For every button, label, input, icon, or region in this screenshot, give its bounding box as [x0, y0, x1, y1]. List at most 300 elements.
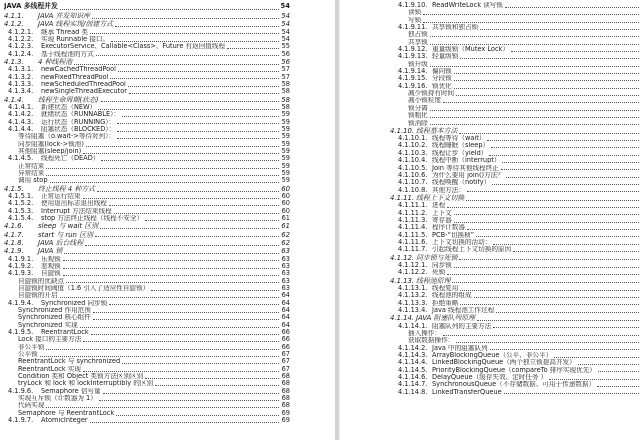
toc-entry-number: 4.1.9.1.	[8, 255, 34, 263]
toc-entry-page: 59	[281, 133, 290, 141]
toc-entry-number: 4.1.14.6.	[398, 373, 428, 381]
toc-entry-title: 引起线程上下文切换的原因	[432, 246, 512, 254]
toc-entry-title: AtomicInteger	[41, 417, 88, 425]
toc-dot-leader	[116, 415, 279, 416]
toc-entry-number: 4.1.2.1.	[8, 28, 34, 36]
toc-entry-title: ExecutorService、Callable<Class>、Future 有返回值线程	[41, 43, 226, 51]
toc-entry-page: 59	[281, 148, 290, 155]
toc-entry[interactable]	[340, 224, 640, 231]
toc-entry[interactable]	[340, 389, 640, 396]
toc-dot-leader	[505, 7, 639, 8]
toc-entry-number: 4.1.9.	[4, 247, 24, 256]
toc-entry[interactable]	[340, 202, 640, 209]
toc-entry[interactable]	[4, 300, 290, 307]
toc-dot-leader	[430, 36, 639, 37]
toc-entry-title: 进程	[432, 202, 446, 210]
toc-dot-leader	[489, 155, 639, 156]
toc-dot-leader	[109, 205, 279, 206]
toc-entry[interactable]	[340, 83, 640, 90]
toc-entry[interactable]	[340, 269, 640, 276]
toc-entry[interactable]	[340, 352, 640, 359]
toc-entry[interactable]	[4, 263, 290, 270]
toc-entry[interactable]	[4, 344, 290, 351]
toc-entry-title: Synchronized 作用范围	[18, 306, 91, 314]
toc-dot-leader	[504, 393, 639, 394]
toc-entry[interactable]	[4, 133, 290, 140]
toc-entry-page: 66	[281, 336, 290, 344]
toc-entry[interactable]	[4, 358, 290, 365]
toc-entry-title: 异常结束	[18, 170, 45, 178]
toc-entry-title: 共享锁和独占锁	[432, 24, 479, 32]
toc-entry[interactable]	[340, 232, 640, 239]
toc-entry-title: newScheduledThreadPool	[41, 80, 126, 88]
toc-entry-title: 拒绝策略	[432, 299, 459, 307]
toc-entry[interactable]	[340, 330, 640, 337]
toc-entry[interactable]	[4, 322, 290, 329]
toc-entry[interactable]	[4, 104, 290, 111]
toc-entry[interactable]	[340, 285, 640, 292]
toc-entry[interactable]	[4, 373, 290, 380]
toc-dot-leader	[122, 116, 279, 117]
toc-entry[interactable]	[4, 96, 290, 104]
toc-entry[interactable]	[4, 58, 290, 66]
toc-entry-number: 4.1.10.8.	[398, 186, 428, 194]
toc-entry[interactable]	[4, 215, 290, 222]
toc-dot-leader	[452, 282, 639, 283]
toc-entry[interactable]	[4, 12, 290, 20]
toc-entry-page: 59	[281, 162, 290, 170]
toc-entry-number: 4.1.7.	[4, 230, 24, 239]
toc-entry[interactable]	[4, 380, 290, 387]
toc-entry[interactable]	[340, 165, 640, 172]
toc-dot-leader	[597, 386, 639, 387]
toc-entry[interactable]	[340, 246, 640, 253]
toc-dot-leader	[227, 48, 279, 49]
toc-entry[interactable]	[4, 163, 290, 170]
toc-entry-page: 64	[281, 292, 290, 300]
toc-entry-title: 非公平锁	[18, 343, 45, 351]
toc-entry[interactable]	[4, 155, 290, 162]
toc-entry[interactable]	[340, 254, 640, 262]
toc-entry-title: 继承 Thread 类	[41, 28, 89, 36]
toc-entry-title: ArrayBlockingQueue（公平、非公平）	[432, 351, 553, 359]
toc-entry-page: 68	[281, 373, 290, 381]
toc-entry-page: 59	[281, 125, 290, 133]
toc-entry-title: ReentrantLock 与 synchronized	[18, 358, 121, 366]
toc-entry-title: 其他阻塞(sleep/join)	[18, 148, 82, 155]
toc-entry-title: 同步阻塞(lock->锁池)	[18, 140, 84, 148]
toc-entry-title: 实现 Runnable 接口。	[41, 35, 110, 43]
toc-entry-number: 4.1.9.13.	[398, 53, 428, 61]
toc-entry[interactable]	[340, 262, 640, 269]
toc-dot-leader	[454, 214, 639, 215]
toc-entry-title: 正常结束	[18, 162, 45, 170]
toc-entry-title: Semaphore 信号量	[41, 387, 101, 395]
toc-entry-title: JAVA 线程实现/创建方式	[38, 20, 113, 29]
toc-entry-page: 63	[281, 262, 290, 270]
toc-entry-number: 4.1.14.1.	[398, 322, 428, 330]
toc-entry-page: 54	[281, 20, 290, 29]
toc-dot-leader	[99, 400, 279, 401]
toc-entry-title: 获取数据操作：	[408, 337, 455, 345]
toc-entry[interactable]	[340, 157, 640, 164]
toc-entry[interactable]	[340, 187, 640, 194]
toc-entry-number: 4.1.10.2.	[398, 142, 428, 150]
toc-entry-title: 寄存器	[432, 216, 452, 224]
toc-entry[interactable]	[4, 256, 290, 263]
toc-entry[interactable]	[340, 90, 640, 97]
toc-entry-title: Interrupt 方法结束线程	[41, 207, 112, 215]
toc-dot-leader	[63, 268, 279, 269]
toc-dot-leader	[85, 245, 279, 246]
toc-dot-leader	[466, 200, 639, 201]
toc-dot-leader	[90, 422, 279, 423]
toc-dot-leader	[118, 71, 279, 72]
toc-entry-title: 其他方法：	[432, 186, 465, 194]
toc-entry-number: 4.1.3.3.	[8, 80, 34, 88]
toc-entry[interactable]	[4, 185, 290, 193]
toc-entry-title: Java 中的阻塞队列	[432, 344, 488, 352]
toc-entry[interactable]	[340, 31, 640, 38]
toc-entry-page: 63	[281, 247, 290, 256]
toc-dot-leader	[491, 147, 639, 148]
toc-entry-number: 4.1.13.3.	[398, 299, 428, 307]
toc-dot-leader	[63, 260, 279, 261]
toc-entry[interactable]	[4, 111, 290, 118]
toc-entry[interactable]	[4, 74, 290, 81]
toc-entry[interactable]	[340, 179, 640, 186]
toc-entry-page: 56	[281, 57, 290, 66]
toc-entry[interactable]	[340, 345, 640, 352]
toc-entry-title: JAVA 并发知识库	[38, 12, 91, 20]
toc-dot-leader	[454, 80, 639, 81]
toc-entry-page: 62	[281, 230, 290, 239]
toc-entry[interactable]	[4, 2, 290, 11]
toc-entry-page: 60	[281, 207, 290, 215]
toc-entry-title: JAVA 后台线程	[38, 238, 84, 247]
toc-entry-title: 公平锁	[18, 351, 38, 359]
toc-entry[interactable]	[4, 231, 290, 239]
toc-entry[interactable]	[340, 217, 640, 224]
toc-dot-leader	[40, 356, 279, 357]
toc-entry[interactable]	[4, 314, 290, 321]
toc-dot-leader	[447, 207, 639, 208]
toc-dot-leader	[460, 58, 639, 59]
toc-entry[interactable]	[4, 307, 290, 314]
toc-entry[interactable]	[340, 39, 640, 46]
toc-entry[interactable]	[340, 292, 640, 299]
toc-entry[interactable]	[340, 300, 640, 307]
toc-entry-title: sleep 与 wait 区别	[38, 222, 99, 231]
toc-entry-number: 4.1.11.1.	[398, 202, 428, 210]
toc-entry-title: 实现互斥锁（计数器为 1）	[18, 395, 97, 403]
toc-entry[interactable]	[4, 177, 290, 184]
toc-dot-leader	[46, 349, 279, 350]
toc-entry-title: 上下文切换的活动：	[432, 238, 492, 246]
toc-dot-leader	[454, 267, 639, 268]
toc-entry-page: 64	[281, 306, 290, 314]
toc-entry-page: 61	[281, 222, 290, 231]
toc-entry[interactable]	[340, 150, 640, 157]
toc-entry[interactable]	[340, 97, 640, 104]
toc-entry-page: 69	[281, 409, 290, 417]
toc-entry[interactable]	[4, 126, 290, 133]
toc-entry[interactable]	[4, 193, 290, 200]
toc-entry-title: 自旋锁的开启	[18, 292, 58, 300]
toc-entry[interactable]	[4, 285, 290, 292]
toc-dot-leader	[490, 349, 639, 350]
toc-entry[interactable]	[4, 148, 290, 155]
toc-entry[interactable]	[4, 88, 290, 95]
toc-entry[interactable]	[340, 367, 640, 374]
toc-entry[interactable]	[340, 323, 640, 330]
toc-entry-number: 4.1.11.7.	[398, 246, 428, 254]
toc-entry-number: 4.1.10.6.	[398, 171, 428, 179]
toc-entry[interactable]	[4, 395, 290, 402]
toc-entry[interactable]	[4, 417, 290, 424]
toc-entry-number: 4.1.5.	[4, 184, 24, 193]
toc-entry-page: 59	[281, 118, 290, 126]
toc-entry-page: 60	[281, 193, 290, 201]
toc-entry[interactable]	[340, 127, 640, 135]
toc-entry[interactable]	[4, 329, 290, 336]
toc-entry-title: 悲观锁	[41, 262, 61, 270]
toc-list-left	[0, 0, 290, 424]
toc-entry-number: 4.1.11.4.	[398, 224, 428, 232]
toc-dot-leader	[63, 275, 279, 276]
toc-dot-leader	[598, 371, 639, 372]
toc-entry-number: 4.1.14.8.	[398, 388, 428, 396]
toc-dot-leader	[103, 393, 279, 394]
toc-entry[interactable]	[4, 20, 290, 28]
toc-entry-page: 64	[281, 299, 290, 307]
toc-entry-number: 4.1.9.2.	[8, 262, 34, 270]
toc-entry-page: 59	[281, 170, 290, 178]
toc-dot-leader	[110, 78, 279, 79]
toc-entry[interactable]	[340, 194, 640, 202]
toc-entry-number: 4.1.8.	[4, 238, 24, 247]
toc-entry-number: 4.1.14.5.	[398, 366, 428, 374]
toc-dot-leader	[493, 327, 639, 328]
toc-entry-page: 59	[281, 111, 290, 119]
toc-entry-number: 4.1.10.3.	[398, 149, 428, 157]
toc-dot-leader	[502, 162, 639, 163]
toc-entry-number: 4.1.4.2.	[8, 111, 34, 119]
toc-dot-leader	[90, 33, 279, 34]
toc-entry-number: 4.1.9.16.	[398, 82, 428, 90]
toc-entry-title: 线程上下文切换	[416, 193, 465, 202]
toc-entry[interactable]	[340, 120, 640, 127]
toc-entry-title: 为什么要用 join()方法？	[432, 171, 504, 179]
toc-entry[interactable]	[340, 53, 640, 60]
toc-dot-leader	[46, 175, 279, 176]
toc-entry[interactable]	[4, 270, 290, 277]
toc-entry-number: 4.1.4.1.	[8, 103, 34, 111]
toc-entry-title: 线程睡眠（sleep）	[432, 142, 490, 150]
toc-entry[interactable]	[4, 239, 290, 247]
toc-entry[interactable]	[340, 239, 640, 246]
toc-entry[interactable]	[340, 68, 640, 75]
toc-entry-number: 4.1.11.3.	[398, 216, 428, 224]
toc-entry[interactable]	[340, 277, 640, 285]
toc-entry[interactable]	[4, 222, 290, 230]
toc-dot-leader	[100, 228, 279, 229]
toc-dot-leader	[129, 93, 279, 94]
toc-entry-title: 上下文	[432, 209, 452, 217]
toc-dot-leader	[456, 342, 639, 343]
toc-entry-title: 代码实现	[18, 402, 45, 410]
toc-entry-number: 4.1.3.2.	[8, 73, 34, 81]
toc-dot-leader	[443, 102, 639, 103]
toc-entry[interactable]	[340, 9, 640, 16]
toc-entry-page: 63	[281, 284, 290, 292]
toc-entry-title: newCachedThreadPool	[41, 66, 117, 74]
toc-entry[interactable]	[4, 351, 290, 358]
toc-entry[interactable]	[340, 105, 640, 112]
toc-entry-title: ReentrantLock	[41, 329, 89, 337]
toc-entry[interactable]	[4, 200, 290, 207]
toc-entry[interactable]	[4, 29, 290, 36]
toc-entry-title: 线程让步（yield）	[432, 149, 488, 157]
toc-entry[interactable]	[4, 247, 290, 255]
toc-entry-title: 线程复用	[432, 284, 459, 292]
toc-dot-leader	[549, 379, 639, 380]
toc-entry-number: 4.1.9.7.	[8, 417, 34, 425]
toc-entry[interactable]	[340, 210, 640, 217]
toc-entry[interactable]	[340, 307, 640, 314]
toc-entry[interactable]	[340, 17, 640, 24]
toc-dot-leader	[501, 169, 639, 170]
toc-entry-title: 轻量级锁	[432, 53, 459, 61]
toc-entry[interactable]	[4, 278, 290, 285]
toc-dot-leader	[460, 290, 639, 291]
toc-entry-page: 58	[281, 88, 290, 96]
toc-entry-page: 66	[281, 329, 290, 337]
toc-entry[interactable]	[4, 141, 290, 148]
toc-entry-title: 基于线程池的方式	[41, 50, 94, 58]
toc-entry-number: 4.1.9.14.	[398, 68, 428, 76]
toc-entry-title: 锁消除	[408, 119, 428, 127]
toc-entry[interactable]	[340, 314, 640, 322]
toc-dot-leader	[98, 109, 279, 110]
toc-entry[interactable]	[4, 170, 290, 177]
toc-entry-page: 63	[281, 277, 290, 285]
toc-entry-page: 60	[281, 200, 290, 208]
toc-entry-title: 分段锁	[432, 75, 452, 83]
toc-entry[interactable]	[340, 61, 640, 68]
toc-entry-page: 54	[281, 12, 290, 20]
toc-dot-leader	[50, 182, 279, 183]
toc-entry[interactable]	[340, 2, 640, 9]
toc-entry-title: Condition 类和 Object 类锁方法区别区别	[18, 373, 144, 381]
toc-dot-leader	[151, 290, 279, 291]
toc-dot-leader	[506, 177, 639, 178]
toc-dot-leader	[92, 18, 279, 19]
toc-dot-leader	[109, 304, 279, 305]
toc-entry[interactable]	[4, 402, 290, 409]
toc-entry[interactable]	[340, 359, 640, 366]
toc-dot-leader	[128, 86, 279, 87]
toc-entry[interactable]	[4, 292, 290, 299]
toc-dot-leader	[423, 22, 639, 23]
toc-entry[interactable]	[4, 388, 290, 395]
toc-dot-leader	[447, 274, 639, 275]
toc-entry-title: ReadWriteLock 读写锁	[432, 2, 503, 9]
toc-entry-page: 58	[281, 95, 290, 104]
toc-entry[interactable]	[340, 381, 640, 388]
toc-dot-leader	[467, 229, 639, 230]
toc-entry-title: JAVA 阻塞队列原理	[416, 314, 475, 323]
toc-dot-leader	[513, 251, 639, 252]
toc-entry[interactable]	[4, 81, 290, 88]
toc-entry-title: DelayQueue（缓存失效、定时任务 ）	[432, 373, 548, 381]
toc-dot-leader	[511, 51, 639, 52]
toc-entry[interactable]	[4, 366, 290, 373]
toc-entry[interactable]	[340, 337, 640, 344]
toc-entry[interactable]	[4, 43, 290, 50]
toc-entry-number: 4.1.4.3.	[8, 118, 34, 126]
toc-dot-leader	[459, 133, 639, 134]
toc-entry-title: 共享锁	[408, 38, 428, 46]
toc-entry-title: Synchronized 同步锁	[41, 299, 108, 307]
toc-entry[interactable]	[4, 119, 290, 126]
toc-dot-leader	[101, 160, 279, 161]
toc-entry-number: 4.1.9.6.	[8, 387, 34, 395]
toc-entry-title: Synchronized 实现	[18, 321, 78, 329]
toc-entry[interactable]	[4, 36, 290, 43]
toc-entry[interactable]	[340, 46, 640, 53]
toc-entry-number: 4.1.11.2.	[398, 209, 428, 217]
toc-entry-title: 阻塞队列的主要方法	[432, 322, 492, 330]
toc-entry-number: 4.1.14.3.	[398, 351, 428, 359]
toc-entry-title: 线程等待（wait）	[432, 135, 486, 143]
toc-entry-page: 67	[281, 358, 290, 366]
toc-entry[interactable]	[340, 135, 640, 142]
toc-dot-leader	[60, 9, 279, 10]
toc-entry[interactable]	[340, 112, 640, 119]
toc-entry[interactable]	[4, 410, 290, 417]
toc-dot-leader	[430, 124, 639, 125]
toc-entry[interactable]	[340, 142, 640, 149]
toc-entry-title: 4 种线程池	[38, 57, 73, 66]
toc-entry[interactable]	[4, 51, 290, 58]
toc-entry-title: 运行状态（RUNNING）：	[41, 118, 116, 126]
toc-entry-title: 调用 stop	[18, 177, 48, 185]
toc-dot-leader	[423, 14, 639, 15]
toc-entry-title: 线程中断（interrupt）	[432, 157, 501, 165]
toc-entry[interactable]	[340, 75, 640, 82]
toc-entry[interactable]	[4, 336, 290, 343]
toc-entry[interactable]	[340, 24, 640, 31]
toc-entry-title: 插入操作：	[408, 329, 441, 337]
toc-entry-title: LinkedBlockingQueue（两个独立锁提高并发）	[432, 359, 576, 367]
toc-entry[interactable]	[4, 208, 290, 215]
toc-dot-leader	[117, 123, 279, 124]
toc-entry-title: Semaphore 与 ReentrantLock	[18, 409, 115, 417]
toc-entry-title: 锁升级	[408, 60, 428, 68]
toc-entry-number: 4.1.5.2.	[8, 200, 34, 208]
toc-entry-number: 4.1.10.7.	[398, 179, 428, 187]
toc-entry[interactable]	[340, 374, 640, 381]
toc-entry-title: SynchronousQueue（不存储数据、可用于传递数据）	[432, 381, 596, 389]
toc-entry-number: 4.1.9.15.	[398, 75, 428, 83]
toc-entry-page: 64	[281, 314, 290, 322]
toc-entry[interactable]	[4, 66, 290, 73]
toc-entry[interactable]	[340, 172, 640, 179]
toc-entry-number: 4.1.13.4.	[398, 306, 428, 314]
toc-entry-number: 4.1.5.3.	[8, 207, 34, 215]
toc-entry-page: 63	[281, 270, 290, 278]
